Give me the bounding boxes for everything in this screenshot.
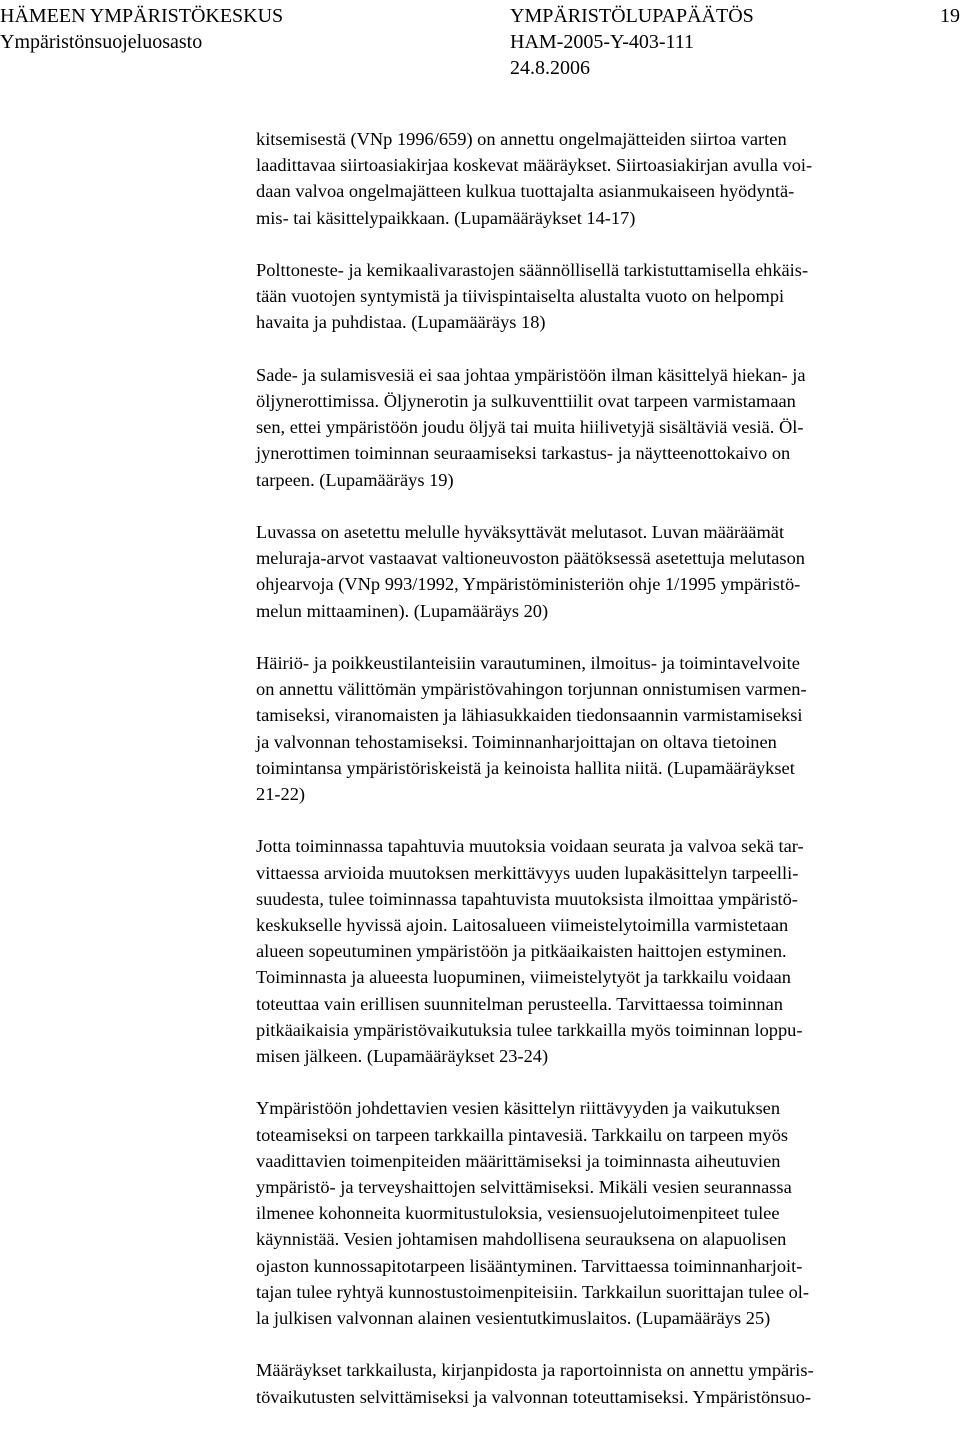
paragraph-line: laadittavaa siirtoasiakirjaa koskevat määräykset. Siirtoasiakirjan avulla voi-: [256, 155, 813, 176]
paragraph: [256, 519, 960, 624]
paragraph-line: ojaston kunnossapitotarpeen lisääntyminen. Tarvittaessa toiminnanharjoit-: [256, 1255, 803, 1276]
paragraph-line: Jotta toiminnassa tapahtuvia muutoksia voidaan seurata ja valvoa sekä tar-: [256, 836, 804, 857]
paragraph-line: melun mittaaminen). (Lupamääräys 20): [256, 600, 549, 621]
paragraph-line: Määräykset tarkkailusta, kirjanpidosta ja raportoinnista on annettu ympäris-: [256, 1360, 814, 1381]
document-body: [256, 126, 960, 1436]
paragraph: [256, 126, 960, 231]
header-document-info: [510, 3, 754, 81]
page-header: [0, 0, 960, 84]
header-organization: [0, 3, 283, 55]
organization-name: HÄMEEN YMPÄRISTÖKESKUS: [0, 5, 284, 27]
document-type: YMPÄRISTÖLUPAPÄÄTÖS: [510, 5, 754, 27]
paragraph-line: ilmenee kohonneita kuormitustuloksia, vesiensuojelutoimenpiteet tulee: [256, 1203, 780, 1224]
paragraph-line: jynerottimen toiminnan seuraamiseksi tarkastus- ja näytteenottokaivo on: [256, 443, 791, 464]
paragraph-line: öljynerottimissa. Öljynerotin ja sulkuventtiilit ovat tarpeen varmistamaan: [256, 391, 796, 411]
paragraph: [256, 650, 960, 807]
paragraph-line: sen, ettei ympäristöön joudu öljyä tai muita hiilivetyjä sisältäviä vesiä. Öl-: [256, 417, 804, 438]
paragraph: [256, 1357, 960, 1409]
paragraph-line: la julkisen valvonnan alainen vesientutkimuslaitos. (Lupamääräys 25): [256, 1308, 771, 1329]
paragraph-line: Sade- ja sulamisvesiä ei saa johtaa ympäristöön ilman käsittelyä hiekan- ja: [256, 364, 806, 385]
paragraph-line: Ympäristöön johdettavien vesien käsittelyn riittävyyden ja vaikutuksen: [256, 1098, 781, 1119]
paragraph-line: suudesta, tulee toiminnassa tapahtuvista muutoksista ilmoittaa ympäristö-: [256, 888, 798, 909]
paragraph-line: on annettu välittömän ympäristövahingon torjunnan onnistumisen varmen-: [256, 679, 807, 700]
paragraph-line: Polttoneste- ja kemikaalivarastojen säännöllisellä tarkistuttamisella ehkäis-: [256, 260, 809, 280]
paragraph-line: meluraja-arvot vastaavat valtioneuvoston päätöksessä asetettuja melutason: [256, 548, 805, 569]
document-date: 24.8.2006: [510, 57, 590, 79]
department-name: Ympäristönsuojeluosasto: [0, 31, 203, 53]
paragraph-line: ympäristö- ja terveyshaittojen selvittämiseksi. Mikäli vesien seurannassa: [256, 1177, 792, 1198]
paragraph: [256, 362, 960, 493]
paragraph-line: toteuttaa vain erillisen suunnitelman perusteella. Tarvittaessa toiminnan: [256, 993, 783, 1014]
paragraph-line: havaita ja puhdistaa. (Lupamääräys 18): [256, 312, 546, 333]
paragraph-line: keskukselle hyvissä ajoin. Laitosalueen viimeistelytoimilla varmistetaan: [256, 915, 789, 936]
paragraph-line: vittaessa arvioida muutoksen merkittävyys uuden lupakäsittelyn tarpeelli-: [256, 862, 799, 883]
paragraph-line: Luvassa on asetettu melulle hyväksyttävät melutasot. Luvan määräämät: [256, 522, 785, 542]
paragraph-line: ohjearvoja (VNp 993/1992, Ympäristöministeriön ohje 1/1995 ympäristö-: [256, 574, 801, 595]
paragraph: [256, 833, 960, 1069]
paragraph-line: alueen sopeutuminen ympäristöön ja pitkäaikaisten haittojen estyminen.: [256, 941, 787, 962]
paragraph-line: Häiriö- ja poikkeustilanteisiin varautuminen, ilmoitus- ja toimintavelvoite: [256, 653, 800, 673]
paragraph-line: pitkäaikaisia ympäristövaikutuksia tulee tarkkailla myös toiminnan loppu-: [256, 1019, 803, 1040]
paragraph: [256, 257, 960, 336]
paragraph-line: 21-22): [256, 784, 306, 805]
paragraph-line: ja valvonnan tehostamiseksi. Toiminnanharjoittajan on oltava tietoinen: [256, 731, 777, 752]
paragraph-line: tajan tulee ryhtyä kunnostustoimenpiteisiin. Tarkkailun suorittajan tulee ol-: [256, 1281, 810, 1302]
paragraph-line: kitsemisestä (VNp 1996/659) on annettu ongelmajätteiden siirtoa varten: [256, 129, 787, 149]
paragraph-line: toimintansa ympäristöriskeistä ja keinoista hallita niitä. (Lupamääräykset: [256, 757, 795, 778]
paragraph-line: tövaikutusten selvittämiseksi ja valvonnan toteuttamiseksi. Ympäristönsuo-: [256, 1386, 812, 1407]
paragraph-line: misen jälkeen. (Lupamääräykset 23-24): [256, 1046, 549, 1067]
paragraph-line: vaadittavien toimenpiteiden määrittämiseksi ja toiminnasta aiheutuvien: [256, 1150, 781, 1171]
paragraph-line: toteamiseksi on tarpeen tarkkailla pintavesiä. Tarkkailu on tarpeen myös: [256, 1124, 789, 1145]
paragraph-line: käynnistää. Vesien johtamisen mahdollisena seurauksena on alapuolisen: [256, 1229, 787, 1250]
paragraph-line: daan valvoa ongelmajätteen kulkua tuottajalta asianmukaiseen hyödyntä-: [256, 181, 795, 202]
paragraph: [256, 1095, 960, 1331]
paragraph-line: Toiminnasta ja alueesta luopuminen, viimeistelytyöt ja tarkkailu voidaan: [256, 967, 791, 988]
page-number-block: [940, 3, 960, 29]
paragraph-line: tään vuotojen syntymistä ja tiivispintaiselta alustalta vuoto on helpompi: [256, 286, 785, 307]
page-number: 19: [940, 5, 960, 27]
paragraph-line: mis- tai käsittelypaikkaan. (Lupamääräykset 14-17): [256, 207, 636, 228]
document-reference: HAM-2005-Y-403-111: [510, 31, 695, 53]
paragraph-line: tarpeen. (Lupamääräys 19): [256, 469, 454, 490]
paragraph-line: tamiseksi, viranomaisten ja lähiasukkaiden tiedonsaannin varmistamiseksi: [256, 705, 803, 726]
